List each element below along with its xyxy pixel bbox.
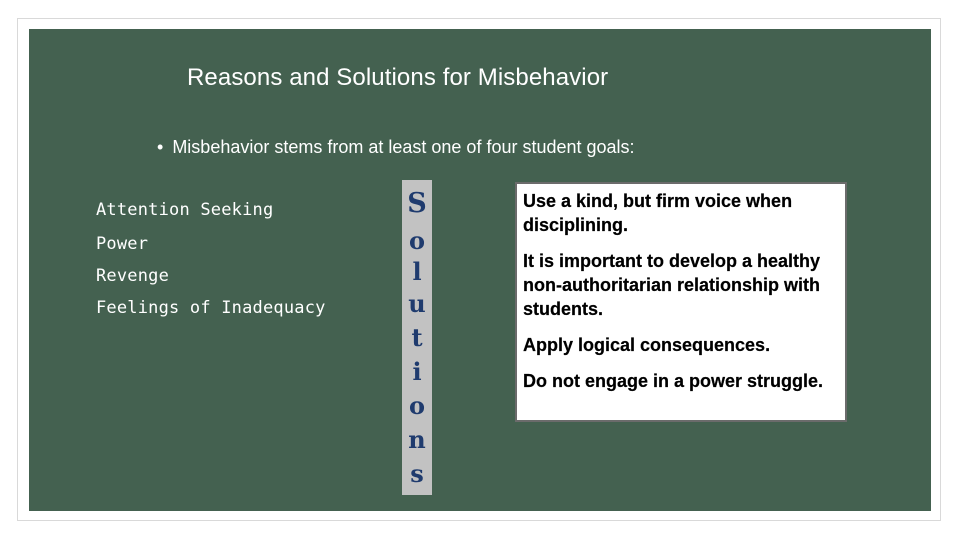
vertical-letter: l (412, 257, 422, 286)
solution-no-power-struggle: Do not engage in a power struggle. (523, 371, 824, 391)
vertical-letter: u (408, 289, 426, 318)
intro-bullet (157, 137, 635, 158)
goal-power: Power (96, 234, 149, 254)
vertical-letter: t (411, 323, 423, 352)
solutions-vertical-label (402, 180, 432, 495)
goal-attention-seeking: Attention Seeking (96, 200, 274, 220)
bullet-symbol: • (157, 137, 164, 157)
vertical-letter: n (408, 425, 426, 454)
solutions-box (515, 182, 847, 422)
vertical-letter: i (412, 357, 422, 386)
vertical-letter: s (410, 459, 424, 488)
solution-healthy-relationship: It is important to develop a healthy non-authoritarian relationship with students. (523, 251, 821, 319)
slide-title: Reasons and Solutions for Misbehavior (187, 64, 609, 91)
vertical-letter: o (408, 226, 425, 255)
goal-revenge: Revenge (96, 266, 170, 286)
solution-logical-consequences: Apply logical consequences. (523, 335, 771, 355)
goal-feelings-of-inadequacy: Feelings of Inadequacy (96, 298, 326, 318)
vertical-letter: o (408, 391, 425, 420)
intro-bullet-text: Misbehavior stems from at least one of four student goals: (172, 137, 635, 157)
vertical-letter: S (407, 188, 427, 219)
solution-kind-firm-voice: Use a kind, but firm voice when disciplining. (523, 191, 793, 235)
